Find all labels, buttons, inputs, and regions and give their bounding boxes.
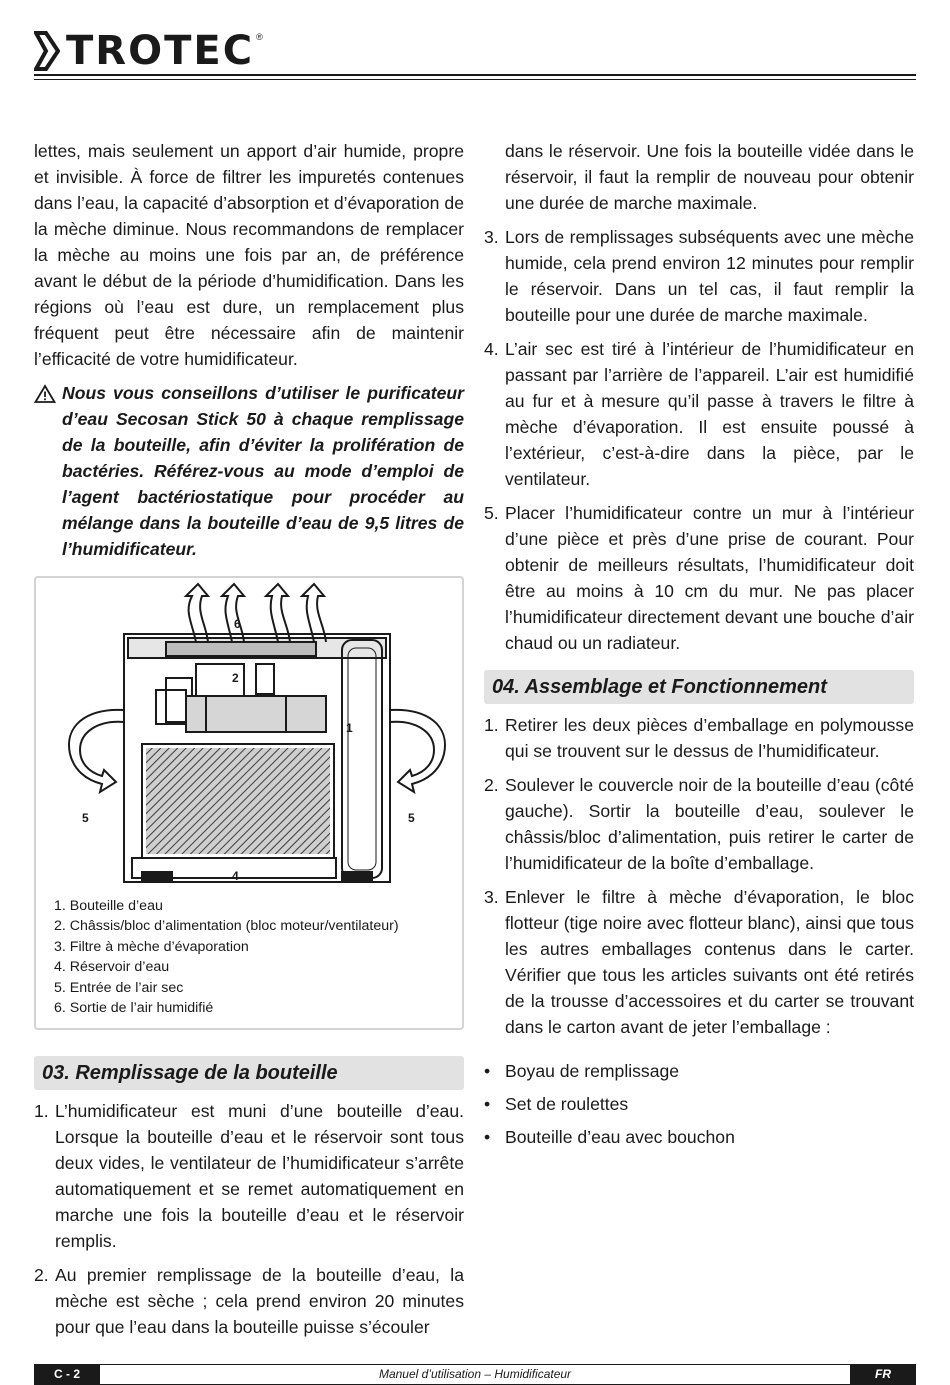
brand-name: TROTEC <box>66 28 255 74</box>
page-number: C - 2 <box>34 1365 100 1384</box>
step-text: Placer l’humidificateur contre un mur à l’intérieur d’une pièce et près d’une prise de courant. Pour obtenir de meilleurs résultats, l’humidificateur doit être au moins à 10 cm du mur. Ne pas placer l’humidificateur directement devant une bouche d’air chaud ou un radiateur. <box>505 503 914 653</box>
legend-item: 1. Bouteille d’eau <box>54 898 163 914</box>
legend-item: 6. Sortie de l’air humidifié <box>54 1000 214 1017</box>
humidifier-diagram <box>34 576 464 1030</box>
callout-2: 2 <box>232 671 239 685</box>
list-item <box>484 772 914 876</box>
assembly-steps <box>484 712 914 1040</box>
list-item <box>34 1098 464 1254</box>
filling-steps-continued <box>484 224 914 656</box>
language-code: FR <box>850 1365 916 1384</box>
accessory-list <box>484 1058 914 1150</box>
callout-4: 4 <box>232 869 239 883</box>
list-item <box>484 1124 914 1150</box>
section-heading-filling: 03. Remplissage de la bouteille <box>34 1056 464 1090</box>
step-number: 3. <box>484 227 499 247</box>
warning-text: Nous vous conseillons d’utiliser le purificateur d’eau Secosan Stick 50 à chaque remplissage de la bouteille, afin d’éviter la prolifération de bactéries. Référez-vous au mode d’emploi de l’agent bactériostatique pour procéder au mélange dans la bouteille d’eau de 9,5 litres de l’humidificateur. <box>62 383 464 559</box>
step-text: L’air sec est tiré à l’intérieur de l’humidificateur en passant par l’arrière de l’appareil. L’air est humidifié au fur et à mesure qu’il passe à travers le filtre à mèche d’évaporation. Il est ensuite poussé à l’extérieur, c’est-à-dire dans la pièce, par le ventilateur. <box>505 339 914 489</box>
continuation-paragraph: dans le réservoir. Une fois la bouteille vidée dans le réservoir, il faut la remplir de nouveau pour obtenir une durée de marche maximale. <box>505 141 914 213</box>
warning-note <box>34 380 464 562</box>
trotec-logo-mark-icon <box>34 31 60 71</box>
diagram-legend <box>54 896 399 1018</box>
step-number: 1. <box>484 715 499 735</box>
intro-paragraph: lettes, mais seulement un apport d’air humide, propre et invisible. À force de filtrer les impuretés contenues dans l’eau, la capacité d’absorption et d’évaporation de la mèche diminue. Nous recommandons de remplacer la mèche au moins une fois par an, de préférence avant le début de la période d’humidification. Dans les régions où l’eau est dure, un remplacement plus fréquent peut être nécessaire afin de maintenir l’efficacité de votre humidificateur. <box>34 141 464 369</box>
callout-5-left: 5 <box>82 811 89 825</box>
step-number: 4. <box>484 339 499 359</box>
humidifier-cross-section-illustration <box>46 582 452 894</box>
section-heading-assembly: 04. Assemblage et Fonctionnement <box>484 670 914 704</box>
warning-triangle-icon <box>34 380 62 562</box>
legend-item: 3. Filtre à mèche d’évaporation <box>54 938 249 955</box>
step-number: 2. <box>484 775 499 795</box>
step-text: L’humidificateur est muni d’une bouteille d’eau. Lorsque la bouteille d’eau et le réservoir sont tous deux vides, le ventilateur de l’humidificateur s’arrête automatiquement et se remet automatiquement en marche une fois la bouteille d’eau et le réservoir remplis. <box>55 1101 464 1251</box>
registered-mark: ® <box>256 32 263 42</box>
legend-item: 2. Châssis/bloc d’alimentation (bloc moteur/ventilateur) <box>54 918 399 935</box>
list-item <box>484 712 914 764</box>
callout-5-right: 5 <box>408 811 415 825</box>
callout-1: 1 <box>346 721 353 735</box>
filling-steps <box>34 1098 464 1340</box>
step-number: 3. <box>484 887 499 907</box>
step-text: Soulever le couvercle noir de la bouteille d’eau (côté gauche). Sortir la bouteille d’eau, soulever le châssis/bloc d’alimentation, puis retirer le carter de l’humidificateur de la boîte d’emballage. <box>505 775 914 873</box>
step-text: Au premier remplissage de la bouteille d’eau, la mèche est sèche ; cela prend environ 20 minutes pour que l’eau dans la bouteille puisse s’écouler <box>55 1265 464 1337</box>
accessory-item: Bouteille d’eau avec bouchon <box>505 1127 735 1147</box>
list-item <box>484 336 914 492</box>
page-header <box>34 28 916 80</box>
left-column <box>34 138 464 1348</box>
list-item <box>484 500 914 656</box>
footer-title: Manuel d’utilisation – Humidificateur <box>378 1367 572 1381</box>
bullet-icon: • <box>484 1127 491 1147</box>
legend-item: 4. Réservoir d’eau <box>54 959 170 976</box>
step-number: 2. <box>34 1265 49 1285</box>
step-text: Retirer les deux pièces d’emballage en polymousse qui se trouvent sur le dessus de l’humidificateur. <box>505 715 914 761</box>
legend-item: 5. Entrée de l’air sec <box>54 979 184 996</box>
callout-6: 6 <box>234 617 241 631</box>
accessory-item: Boyau de remplissage <box>505 1061 680 1081</box>
list-item <box>484 1091 914 1117</box>
bullet-icon: • <box>484 1094 491 1114</box>
page-footer <box>34 1364 916 1385</box>
step-number: 5. <box>484 503 499 523</box>
step-number: 1. <box>34 1101 49 1121</box>
list-item <box>484 224 914 328</box>
bullet-icon: • <box>484 1061 491 1081</box>
step-text: Lors de remplissages subséquents avec une mèche humide, cela prend environ 12 minutes pour remplir le réservoir. Dans un tel cas, il faut remplir la bouteille pour une durée de marche maximale. <box>505 227 914 325</box>
header-rule <box>34 74 916 76</box>
trotec-logo <box>34 28 263 74</box>
list-item <box>484 884 914 1040</box>
step-text: Enlever le filtre à mèche d’évaporation, le bloc flotteur (tige noire avec flotteur blanc), ainsi que tous les autres emballages contenus dans le carter. Vérifier que tous les articles suivants ont été retirés de la trousse d’accessoires et du carter se trouvant dans le carton avant de jeter l’emballage : <box>505 887 914 1037</box>
list-item <box>34 1262 464 1340</box>
right-column <box>484 138 914 1157</box>
header-rule-thin <box>34 79 916 80</box>
list-item <box>484 1058 914 1084</box>
accessory-item: Set de roulettes <box>505 1094 629 1114</box>
